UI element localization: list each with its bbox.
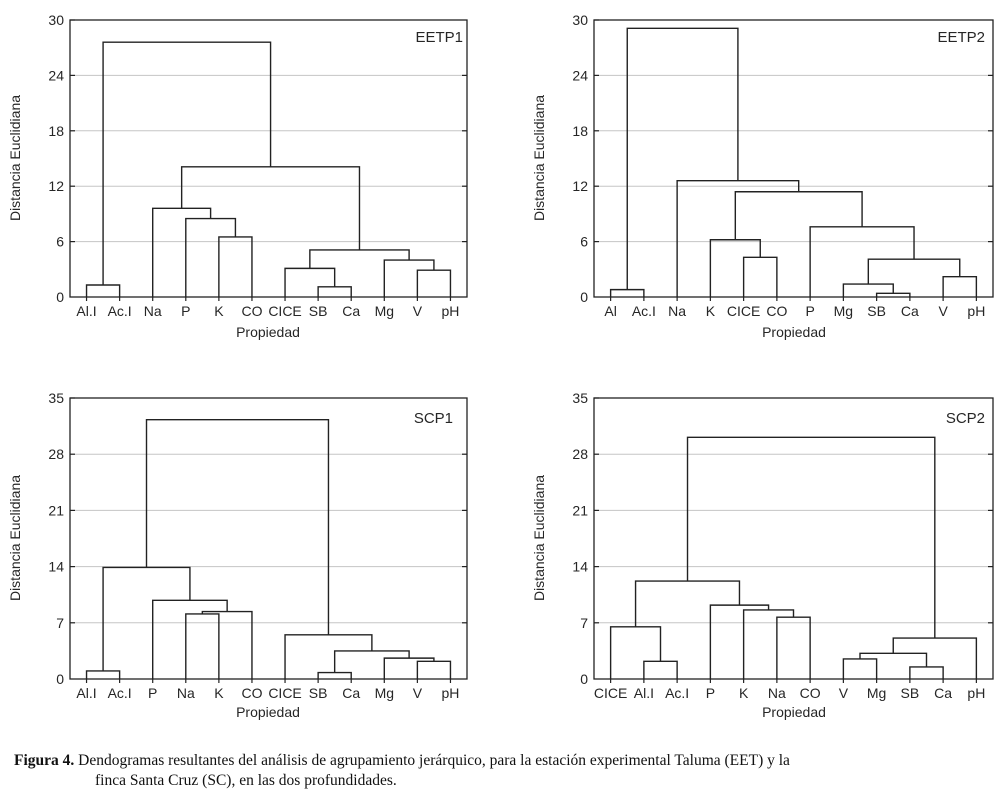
- dendrogram-link: [318, 287, 351, 297]
- dendrogram-link: [87, 671, 120, 679]
- leaf-label: K: [705, 303, 716, 319]
- leaf-label: pH: [967, 685, 986, 701]
- leaf-label: Na: [668, 303, 687, 319]
- dendrogram-link: [417, 661, 450, 679]
- dendrogram-link: [147, 420, 329, 635]
- y-tick-label: 21: [48, 502, 64, 519]
- dendrogram-plot-scp1: [0, 380, 500, 740]
- dendrogram-link: [417, 270, 450, 297]
- leaf-label: Ac.I: [665, 685, 690, 701]
- y-tick-label: 14: [48, 558, 64, 575]
- leaf-label: SB: [308, 685, 328, 701]
- y-tick-label: 12: [48, 178, 64, 195]
- leaf-label: V: [938, 303, 948, 319]
- x-axis-label-eetp2: Propiedad: [762, 324, 826, 340]
- leaf-label: Ac.I: [631, 303, 656, 319]
- dendrogram-link: [777, 617, 810, 679]
- y-tick-label: 0: [580, 289, 588, 305]
- dendrogram-link: [744, 257, 777, 297]
- leaf-label: V: [412, 685, 423, 701]
- dendrogram-link: [318, 673, 351, 679]
- leaf-label: P: [705, 685, 716, 701]
- y-tick-label: 6: [56, 233, 64, 250]
- dendrogram-plot-eetp2: [500, 0, 1001, 360]
- dendrogram-link: [611, 627, 661, 679]
- plot-frame: [70, 20, 467, 297]
- panel-title-eetp1: EETP1: [415, 29, 463, 46]
- panel-title-scp2: SCP2: [945, 410, 985, 427]
- figure-caption-line2: finca Santa Cruz (SC), en las dos profundidades.: [95, 772, 397, 789]
- y-tick-label: 24: [572, 67, 588, 84]
- dendrogram-link: [310, 250, 409, 268]
- dendrogram-link: [103, 42, 270, 285]
- leaf-label: Ca: [342, 685, 361, 701]
- dendrogram-link: [153, 208, 211, 297]
- leaf-label: Ca: [342, 303, 361, 319]
- x-axis-label-scp1: Propiedad: [236, 704, 300, 720]
- y-tick-label: 28: [48, 446, 64, 463]
- figure-caption-text: Dendogramas resultantes del análisis de agrupamiento jerárquico, para la estación experimental Taluma (EET) y la: [78, 752, 790, 769]
- dendrogram-link: [860, 653, 927, 667]
- leaf-label: CO: [766, 303, 788, 319]
- x-axis-label-eetp1: Propiedad: [236, 324, 300, 340]
- dendrogram-link: [644, 661, 677, 679]
- y-tick-label: 30: [48, 12, 64, 28]
- leaf-label: V: [838, 685, 849, 701]
- leaf-label: CICE: [593, 685, 628, 701]
- dendrogram-link: [285, 268, 335, 297]
- dendrogram-link: [868, 259, 959, 284]
- plot-frame: [594, 398, 993, 679]
- leaf-label: pH: [967, 303, 986, 319]
- dendrogram-link: [677, 181, 799, 297]
- leaf-label: Ca: [934, 685, 953, 701]
- leaf-label: SB: [900, 685, 920, 701]
- y-tick-label: 12: [572, 178, 588, 195]
- dendrogram-link: [735, 192, 862, 240]
- x-axis-label-scp2: Propiedad: [762, 704, 826, 720]
- leaf-label: P: [148, 685, 158, 701]
- y-axis-label-eetp2: Distancia Euclidiana: [531, 94, 547, 222]
- dendrogram-plot-eetp1: [0, 0, 500, 360]
- dendrogram-link: [202, 612, 252, 679]
- leaf-label: Mg: [374, 303, 395, 319]
- plot-frame: [70, 398, 467, 679]
- dendrogram-link: [744, 610, 794, 679]
- leaf-label: Mg: [374, 685, 395, 701]
- dendrogram-link: [810, 227, 914, 297]
- leaf-label: CICE: [268, 303, 302, 319]
- y-axis-label-eetp1: Distancia Euclidiana: [7, 94, 23, 222]
- leaf-label: V: [412, 303, 423, 319]
- y-tick-label: 28: [572, 446, 588, 463]
- leaf-label: Ac.I: [107, 685, 132, 701]
- leaf-label: pH: [441, 685, 460, 701]
- leaf-label: K: [214, 685, 224, 701]
- y-tick-label: 21: [572, 502, 588, 519]
- leaf-label: CO: [799, 685, 821, 701]
- dendrogram-link: [688, 437, 935, 638]
- y-tick-label: 6: [580, 233, 588, 250]
- leaf-label: Ca: [900, 303, 919, 319]
- y-tick-label: 35: [48, 390, 64, 406]
- y-tick-label: 0: [56, 671, 64, 687]
- leaf-label: Ac.I: [107, 303, 132, 319]
- leaf-label: Mg: [833, 303, 854, 319]
- y-tick-label: 14: [572, 558, 588, 575]
- leaf-label: P: [181, 303, 191, 319]
- dendrogram-link: [710, 240, 760, 297]
- y-tick-label: 24: [48, 67, 64, 84]
- leaf-label: pH: [441, 303, 460, 319]
- leaf-label: CO: [241, 303, 263, 319]
- y-tick-label: 35: [572, 390, 588, 406]
- y-tick-label: 7: [56, 614, 64, 631]
- leaf-label: Na: [143, 303, 162, 319]
- y-tick-label: 7: [580, 614, 588, 631]
- dendrogram-link: [611, 290, 644, 297]
- leaf-label: Mg: [866, 685, 887, 701]
- y-tick-label: 0: [580, 671, 588, 687]
- leaf-label: Na: [767, 685, 786, 701]
- leaf-label: Al.I: [76, 685, 97, 701]
- y-axis-label-scp2: Distancia Euclidiana: [531, 474, 547, 602]
- dendrogram-link: [636, 581, 740, 627]
- dendrogram-link: [943, 277, 976, 297]
- figure-caption-line1: [14, 751, 994, 771]
- leaf-label: SB: [308, 303, 328, 319]
- dendrogram-link: [893, 638, 976, 679]
- leaf-label: P: [805, 303, 815, 319]
- dendrogram-link: [335, 651, 409, 673]
- panel-title-scp1: SCP1: [413, 410, 453, 427]
- dendrogram-plot-scp2: [500, 380, 1001, 740]
- dendrogram-link: [384, 260, 434, 297]
- y-axis-label-scp1: Distancia Euclidiana: [7, 474, 23, 602]
- dendrogram-link: [186, 614, 219, 679]
- leaf-label: Al: [604, 303, 617, 319]
- dendrogram-link: [87, 285, 120, 297]
- dendrogram-link: [186, 219, 236, 297]
- leaf-label: CICE: [726, 303, 761, 319]
- dendrogram-link: [627, 28, 738, 289]
- leaf-label: Na: [176, 685, 195, 701]
- dendrogram-link: [710, 605, 768, 679]
- leaf-label: CO: [241, 685, 263, 701]
- figure-caption: [14, 751, 994, 791]
- dendrogram-link: [103, 567, 190, 671]
- dendrogram-link: [843, 284, 893, 297]
- y-tick-label: 30: [572, 12, 588, 28]
- leaf-label: K: [738, 685, 749, 701]
- dendrogram-link: [843, 659, 876, 679]
- y-tick-label: 18: [48, 122, 64, 139]
- leaf-label: CICE: [268, 685, 302, 701]
- panel-title-eetp2: EETP2: [937, 29, 985, 46]
- y-tick-label: 0: [56, 289, 64, 305]
- leaf-label: Al.I: [76, 303, 97, 319]
- y-tick-label: 18: [572, 122, 588, 139]
- leaf-label: K: [214, 303, 224, 319]
- dendrogram-link: [219, 237, 252, 297]
- plot-frame: [594, 20, 993, 297]
- figure-caption-label: Figura 4.: [14, 752, 75, 769]
- leaf-label: SB: [867, 303, 886, 319]
- leaf-label: Al.I: [633, 685, 654, 701]
- dendrogram-link: [910, 667, 943, 679]
